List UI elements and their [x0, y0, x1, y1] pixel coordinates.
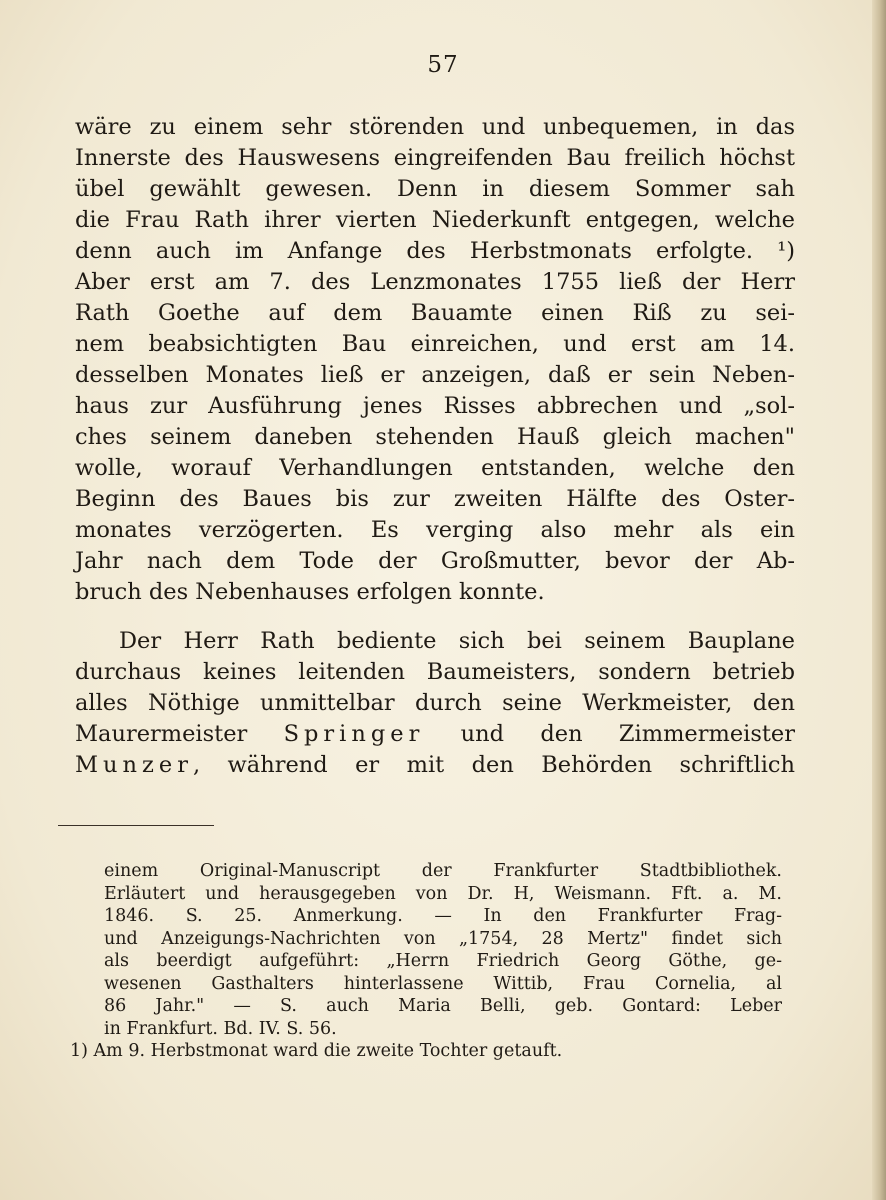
text-segment: und den Zimmermeister	[424, 721, 795, 747]
text-line: Beginn des Baues bis zur zweiten Hälfte des Oster-	[75, 486, 795, 512]
text-line: übel gewählt gewesen. Denn in diesem Sommer sah	[75, 176, 795, 202]
page-edge	[872, 0, 886, 1200]
text-line: desselben Monates ließ er anzeigen, daß er sein Neben-	[75, 362, 795, 388]
note-line: einem Original-Manuscript der Frankfurter Stadtbibliothek.	[104, 861, 782, 881]
text-line: denn auch im Anfange des Herbstmonats erfolgte. ¹)	[75, 238, 795, 264]
text-line: nem beabsichtigten Bau einreichen, und erst am 14.	[75, 331, 795, 357]
text-line: Rath Goethe auf dem Bauamte einen Riß zu sei-	[75, 300, 795, 326]
paragraph-1	[75, 112, 795, 608]
note-line: und Anzeigungs-Nachrichten von „1754, 28 Mertz" findet sich	[104, 928, 782, 949]
text-line: bruch des Nebenhauses erfolgen konnte.	[75, 579, 545, 605]
text-line: durchaus keines leitenden Baumeisters, sondern betrieb	[75, 659, 795, 685]
text-line: Aber erst am 7. des Lenzmonates 1755 ließ der Herr	[75, 269, 795, 295]
text-line: Der Herr Rath bediente sich bei seinem Bauplane	[119, 628, 795, 654]
text-line: die Frau Rath ihrer vierten Niederkunft entgegen, welche	[75, 207, 795, 233]
note-line: in Frankfurt. Bd. IV. S. 56.	[104, 1018, 337, 1039]
text-line: Jahr nach dem Tode der Großmutter, bevor der Ab-	[75, 548, 795, 574]
text-segment: , während er mit den Behörden schriftlich	[192, 752, 795, 778]
name-munzer: Munzer	[75, 752, 193, 778]
text-line: haus zur Ausführung jenes Risses abbrechen und „sol-	[75, 393, 795, 419]
text-line: Innerste des Hauswesens eingreifenden Bau freilich höchst	[75, 145, 795, 171]
note-line: 86 Jahr." — S. auch Maria Belli, geb. Gontard: Leber	[104, 996, 782, 1016]
text-line: alles Nöthige unmittelbar durch seine Werkmeister, den	[75, 690, 795, 716]
footnote-1: 1) Am 9. Herbstmonat ward die zweite Tochter getauft.	[70, 1041, 563, 1061]
note-line: 1846. S. 25. Anmerkung. — In den Frankfurter Frag-	[104, 906, 782, 926]
note-line: Erläutert und herausgegeben von Dr. H, Weismann. Fft. a. M.	[104, 883, 782, 904]
text-line	[75, 719, 795, 750]
text-line	[75, 750, 795, 781]
paragraph-2	[75, 626, 795, 781]
name-springer: Springer	[283, 721, 425, 747]
text-line: wolle, worauf Verhandlungen entstanden, welche den	[75, 455, 795, 481]
text-segment: Maurermeister	[75, 721, 284, 747]
footnotes	[70, 860, 782, 1063]
main-text	[75, 112, 795, 781]
text-line: wäre zu einem sehr störenden und unbequemen, in das	[75, 114, 795, 140]
page-number: 57	[427, 52, 459, 78]
text-line: monates verzögerten. Es verging also mehr als ein	[75, 517, 795, 543]
footnote-divider	[58, 825, 214, 826]
note-line: als beerdigt aufgeführt: „Herrn Friedrich Georg Göthe, ge-	[104, 951, 782, 971]
note-line: wesenen Gasthalters hinterlassene Wittib, Frau Cornelia, al	[104, 973, 782, 994]
text-line: ches seinem daneben stehenden Hauß gleich machen"	[75, 424, 795, 450]
